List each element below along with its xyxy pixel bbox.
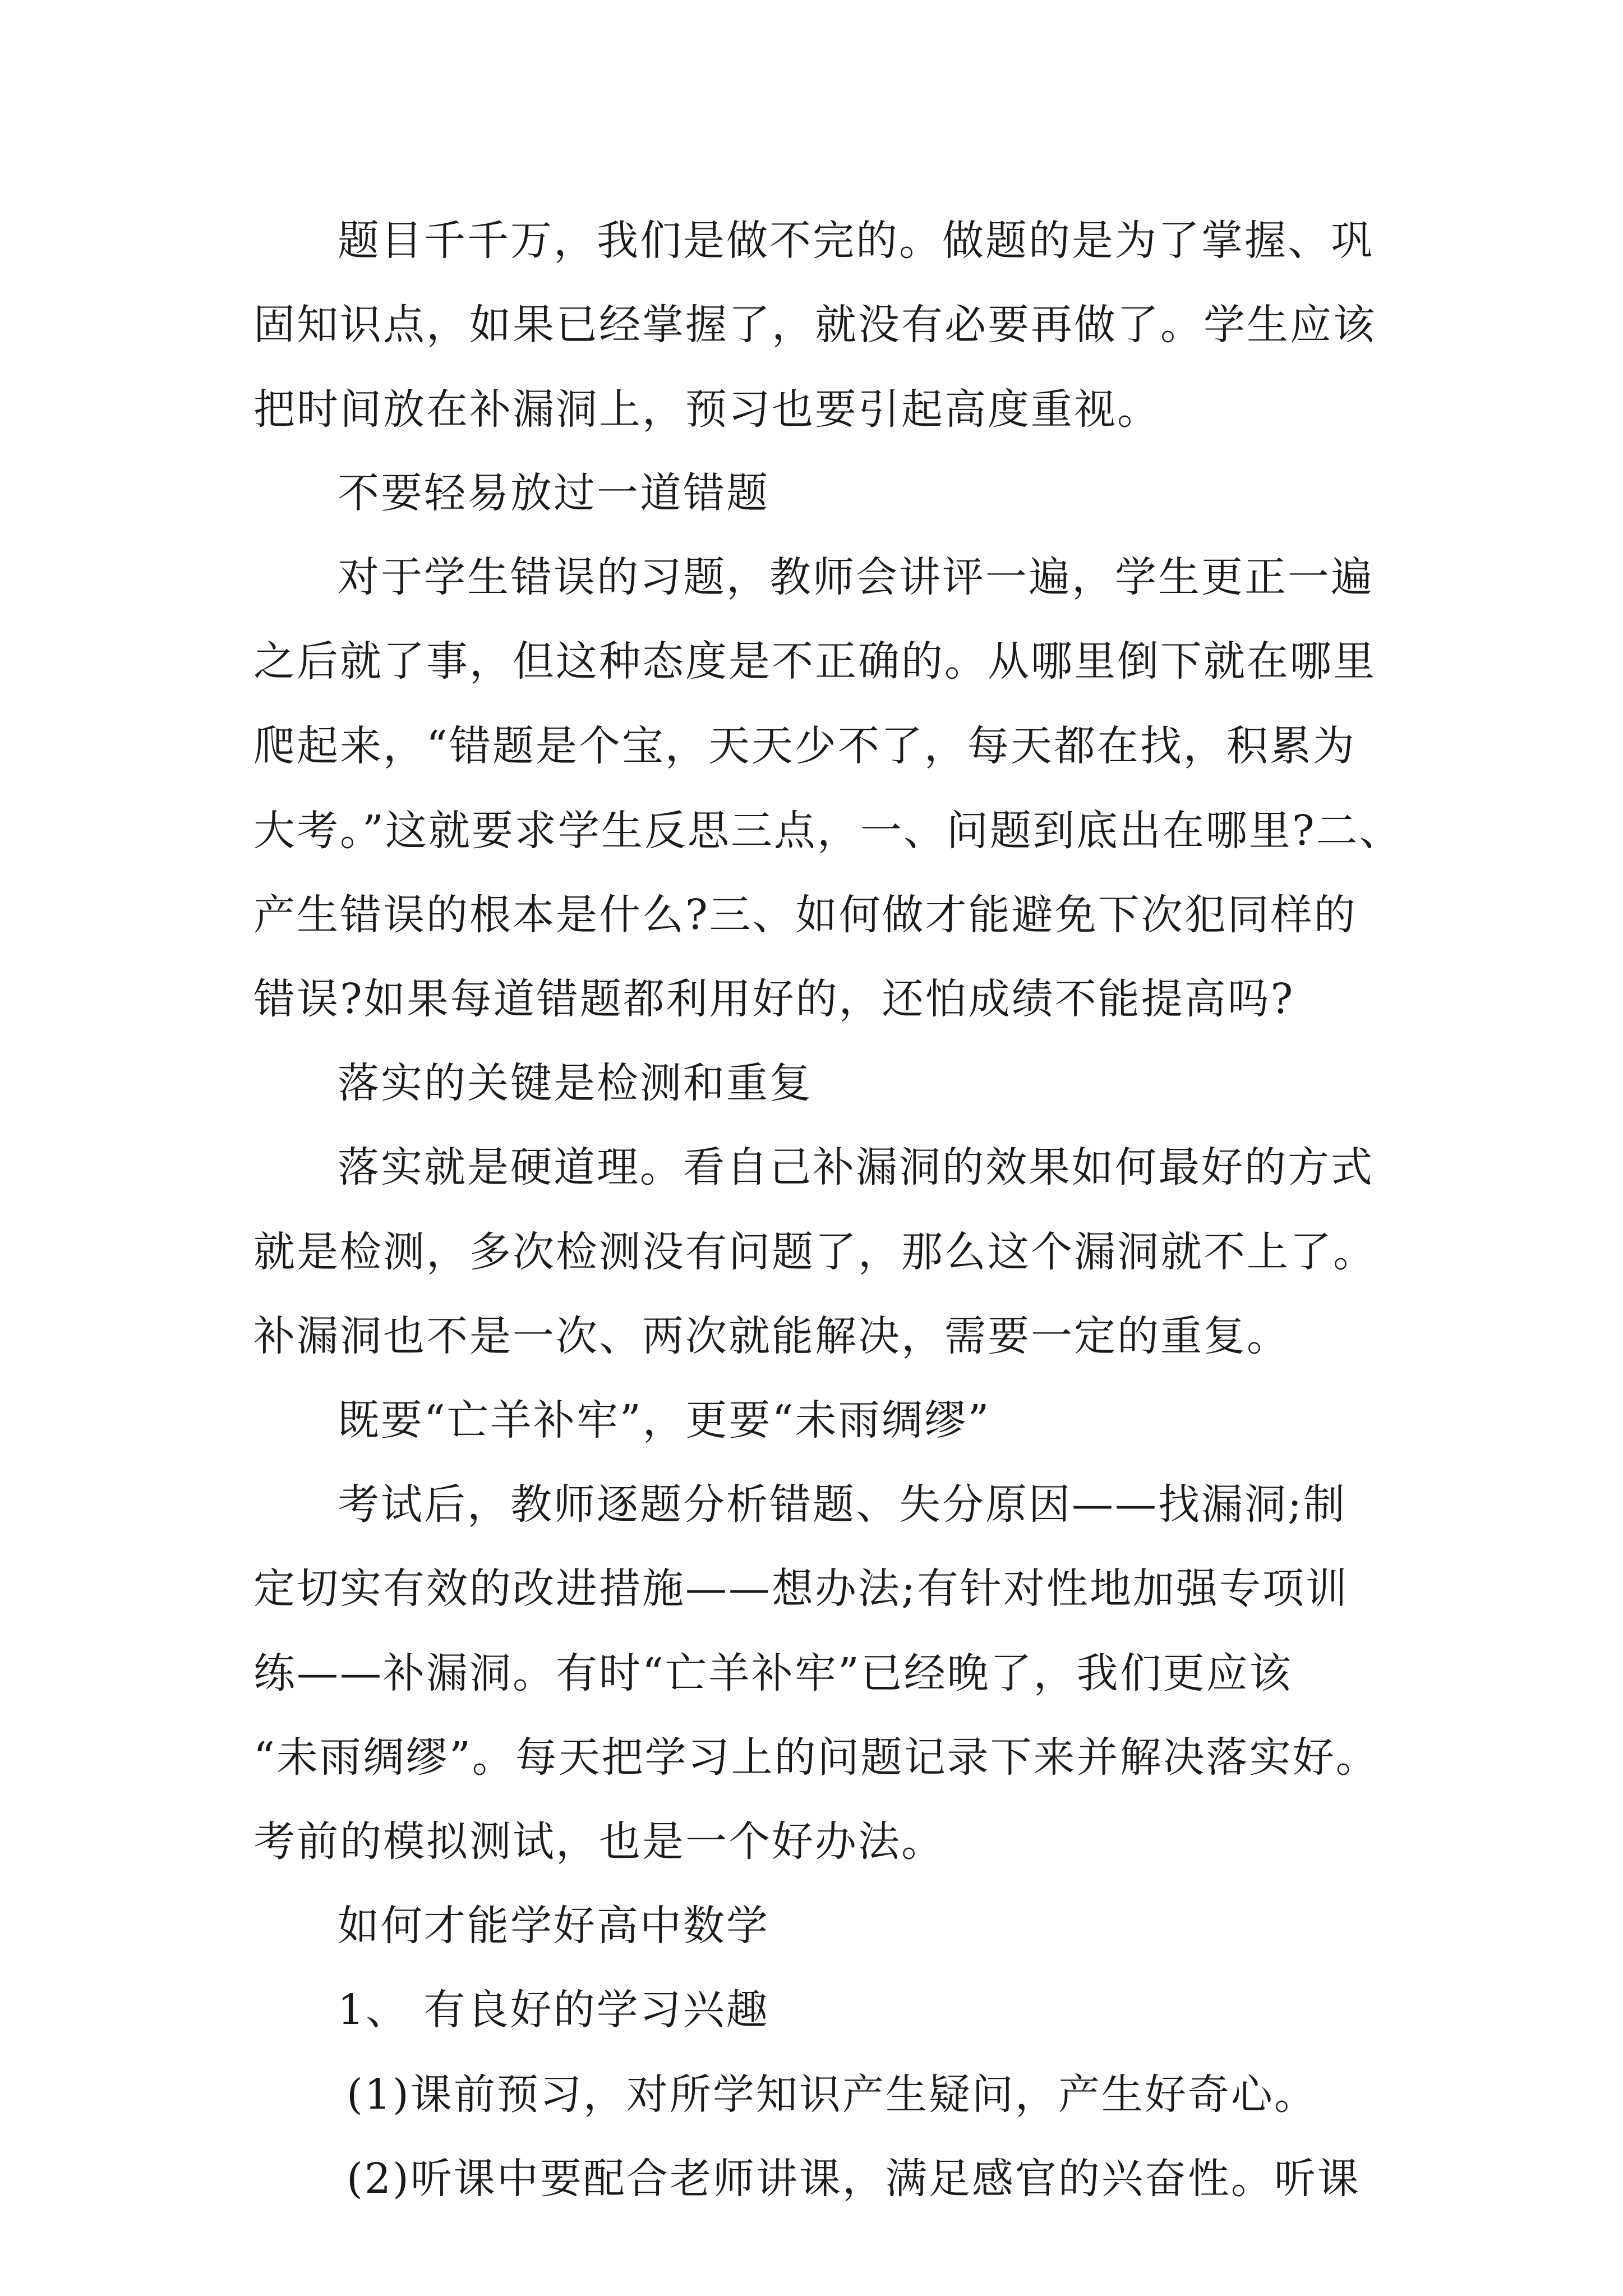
paragraph-line: 考前的模拟测试，也是一个好办法。 [253,1818,944,1866]
paragraph-line: 对于学生错误的习题，教师会讲评一遍，学生更正一遍 [338,553,1374,601]
section-heading: 如何才能学好高中数学 [338,1902,769,1950]
paragraph-line: 补漏洞也不是一次、两次就能解决，需要一定的重复。 [253,1312,1290,1360]
paragraph-line: 练——补漏洞。有时“亡羊补牢”已经晚了，我们更应该 [253,1649,1293,1697]
list-item: (1)课前预习，对所学知识产生疑问，产生好奇心。 [347,2070,1317,2119]
paragraph-line: 大考。”这就要求学生反思三点，一、问题到底出在哪里?二、 [253,807,1403,855]
paragraph-line: 题目千千万，我们是做不完的。做题的是为了掌握、巩 [338,217,1374,265]
list-heading: 1、 有良好的学习兴趣 [338,1986,769,2034]
paragraph-line: 产生错误的根本是什么?三、如何做才能避免下次犯同样的 [253,891,1357,939]
paragraph-line: 固知识点，如果已经掌握了，就没有必要再做了。学生应该 [253,301,1376,349]
paragraph-line: 就是检测，多次检测没有问题了，那么这个漏洞就不上了。 [253,1228,1376,1276]
paragraph-line: 错误?如果每道错题都利用好的，还怕成绩不能提高吗? [253,975,1295,1023]
paragraph-line: 之后就了事，但这种态度是不正确的。从哪里倒下就在哪里 [253,637,1376,685]
paragraph-line: 把时间放在补漏洞上，预习也要引起高度重视。 [253,385,1160,434]
paragraph-line: 考试后，教师逐题分析错题、失分原因——找漏洞;制 [338,1480,1347,1529]
list-item: (2)听课中要配合老师讲课，满足感官的兴奋性。听课 [347,2155,1361,2203]
section-heading: 既要“亡羊补牢”，更要“未雨绸缪” [338,1396,991,1444]
section-heading: 落实的关键是检测和重复 [338,1059,813,1107]
paragraph-line: 落实就是硬道理。看自己补漏洞的效果如何最好的方式 [338,1143,1374,1191]
section-heading: 不要轻易放过一道错题 [338,469,769,517]
paragraph-line: 爬起来，“错题是个宝，天天少不了，每天都在找，积累为 [253,722,1356,770]
paragraph-line: 定切实有效的改进措施——想办法;有针对性地加强专项训 [253,1565,1349,1613]
paragraph-line: “未雨绸缪”。每天把学习上的问题记录下来并解决落实好。 [253,1733,1379,1782]
